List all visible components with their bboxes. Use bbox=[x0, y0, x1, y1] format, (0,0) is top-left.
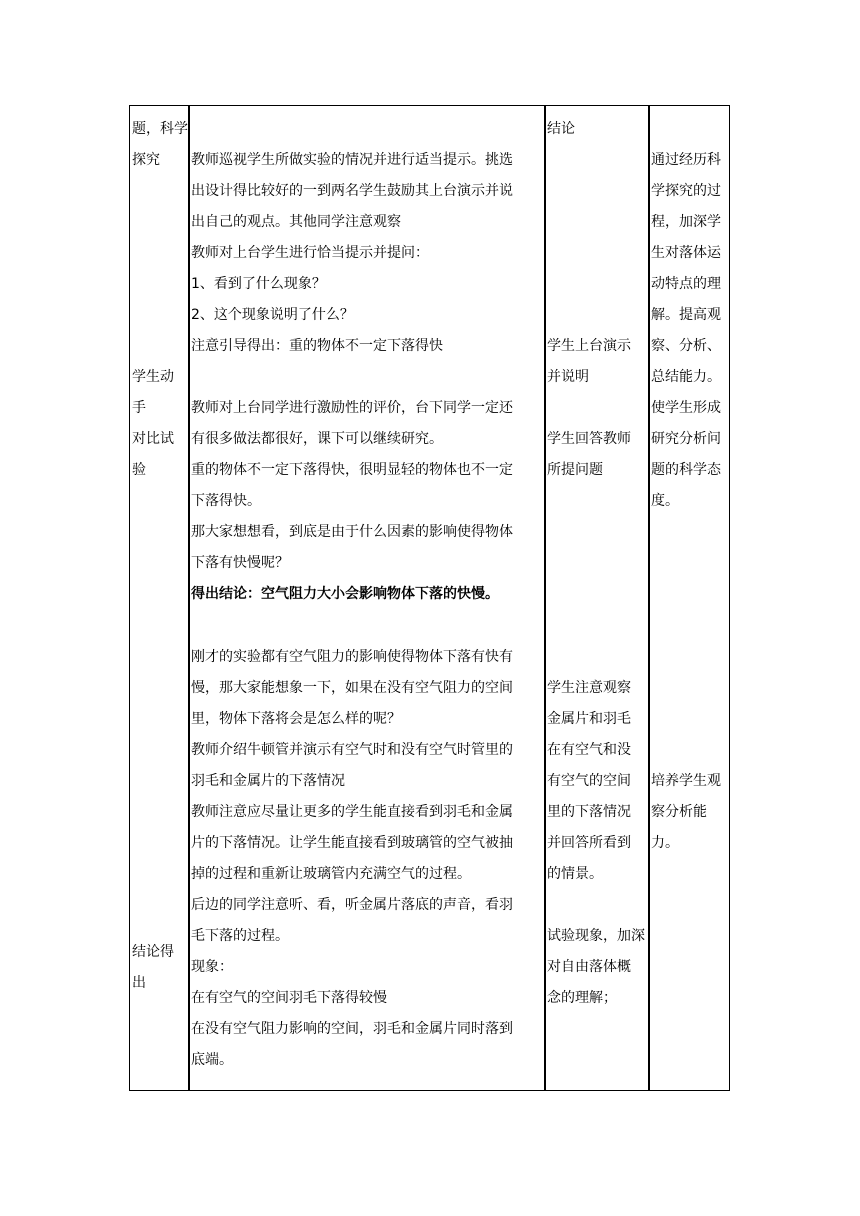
activity-line: 教师对上台学生进行恰当提示并提问： bbox=[191, 245, 429, 261]
activity-line: 重的物体不一定下落得快，很明显轻的物体也不一定 bbox=[191, 462, 513, 478]
activity-line: 掉的过程和重新让玻璃管内充满空气的过程。 bbox=[191, 866, 471, 882]
student-text: 有空气的空间 bbox=[547, 773, 631, 789]
intent-text: 研究分析问 bbox=[651, 431, 721, 447]
stage-text: 结论得 bbox=[132, 944, 174, 960]
column-divider bbox=[544, 106, 546, 1090]
activity-line: 注意引导得出：重的物体不一定下落得快 bbox=[191, 338, 443, 354]
activity-line: 羽毛和金属片的下落情况 bbox=[191, 773, 345, 789]
intent-text: 程，加深学 bbox=[651, 214, 721, 230]
intent-text: 总结能力。 bbox=[651, 369, 721, 385]
student-text: 并说明 bbox=[547, 369, 589, 385]
student-text: 念的理解； bbox=[547, 990, 617, 1006]
conclusion-line: 得出结论：空气阻力大小会影响物体下落的快慢。 bbox=[191, 586, 499, 602]
activity-line: 教师对上台同学进行激励性的评价，台下同学一定还 bbox=[191, 400, 513, 416]
activity-line: 片的下落情况。让学生能直接看到玻璃管的空气被抽 bbox=[191, 835, 513, 851]
lesson-plan-table bbox=[129, 105, 730, 1091]
student-text: 对自由落体概 bbox=[547, 959, 631, 975]
activity-line: 有很多做法都很好，课下可以继续研究。 bbox=[191, 431, 443, 447]
activity-line: 出自己的观点。其他同学注意观察 bbox=[191, 214, 401, 230]
stage-text: 出 bbox=[132, 975, 146, 991]
student-text: 学生上台演示 bbox=[547, 338, 631, 354]
stage-text: 验 bbox=[132, 462, 146, 478]
stage-text: 手 bbox=[132, 400, 146, 416]
student-text: 学生注意观察 bbox=[547, 680, 631, 696]
column-divider bbox=[188, 106, 190, 1090]
activity-line: 在有空气的空间羽毛下落得较慢 bbox=[191, 990, 387, 1006]
intent-text: 解。提高观 bbox=[651, 307, 721, 323]
student-text: 试验现象，加深 bbox=[547, 928, 645, 944]
activity-line: 刚才的实验都有空气阻力的影响使得物体下落有快有 bbox=[191, 649, 513, 665]
intent-text: 题的科学态 bbox=[651, 462, 721, 478]
activity-line: 那大家想想看，到底是由于什么因素的影响使得物体 bbox=[191, 524, 513, 540]
student-text: 里的下落情况 bbox=[547, 804, 631, 820]
intent-text: 力。 bbox=[651, 835, 679, 851]
intent-text: 动特点的理 bbox=[651, 276, 721, 292]
activity-line: 教师注意应尽量让更多的学生能直接看到羽毛和金属 bbox=[191, 804, 513, 820]
intent-text: 通过经历科 bbox=[651, 152, 721, 168]
activity-line: 底端。 bbox=[191, 1052, 233, 1068]
stage-text: 学生动 bbox=[132, 369, 174, 385]
student-text: 所提问题 bbox=[547, 462, 603, 478]
intent-text: 培养学生观 bbox=[651, 773, 721, 789]
student-text: 结论 bbox=[547, 121, 575, 137]
intent-text: 度。 bbox=[651, 493, 679, 509]
intent-text: 学探究的过 bbox=[651, 183, 721, 199]
intent-text: 使学生形成 bbox=[651, 400, 721, 416]
activity-line: 1、看到了什么现象？ bbox=[191, 276, 326, 292]
student-text: 在有空气和没 bbox=[547, 742, 631, 758]
activity-line: 出设计得比较好的一到两名学生鼓励其上台演示并说 bbox=[191, 183, 513, 199]
activity-line: 2、这个现象说明了什么？ bbox=[191, 307, 354, 323]
activity-line: 教师巡视学生所做实验的情况并进行适当提示。挑选 bbox=[191, 152, 513, 168]
column-divider bbox=[648, 106, 650, 1090]
stage-text: 探究 bbox=[132, 152, 160, 168]
stage-text: 题，科学 bbox=[132, 121, 188, 137]
activity-line: 里，物体下落将会是怎么样的呢？ bbox=[191, 711, 401, 727]
stage-text: 对比试 bbox=[132, 431, 174, 447]
activity-line: 教师介绍牛顿管并演示有空气时和没有空气时管里的 bbox=[191, 742, 513, 758]
intent-text: 生对落体运 bbox=[651, 245, 721, 261]
activity-line: 下落得快。 bbox=[191, 493, 261, 509]
intent-text: 察、分析、 bbox=[651, 338, 721, 354]
student-text: 的情景。 bbox=[547, 866, 603, 882]
activity-line: 下落有快慢呢？ bbox=[191, 555, 289, 571]
activity-line: 毛下落的过程。 bbox=[191, 928, 289, 944]
student-text: 并回答所看到 bbox=[547, 835, 631, 851]
intent-text: 察分析能 bbox=[651, 804, 707, 820]
student-text: 学生回答教师 bbox=[547, 431, 631, 447]
activity-line: 在没有空气阻力影响的空间，羽毛和金属片同时落到 bbox=[191, 1021, 513, 1037]
activity-line: 慢，那大家能想象一下，如果在没有空气阻力的空间 bbox=[191, 680, 513, 696]
activity-line: 现象： bbox=[191, 959, 233, 975]
activity-line: 后边的同学注意听、看，听金属片落底的声音，看羽 bbox=[191, 897, 513, 913]
student-text: 金属片和羽毛 bbox=[547, 711, 631, 727]
